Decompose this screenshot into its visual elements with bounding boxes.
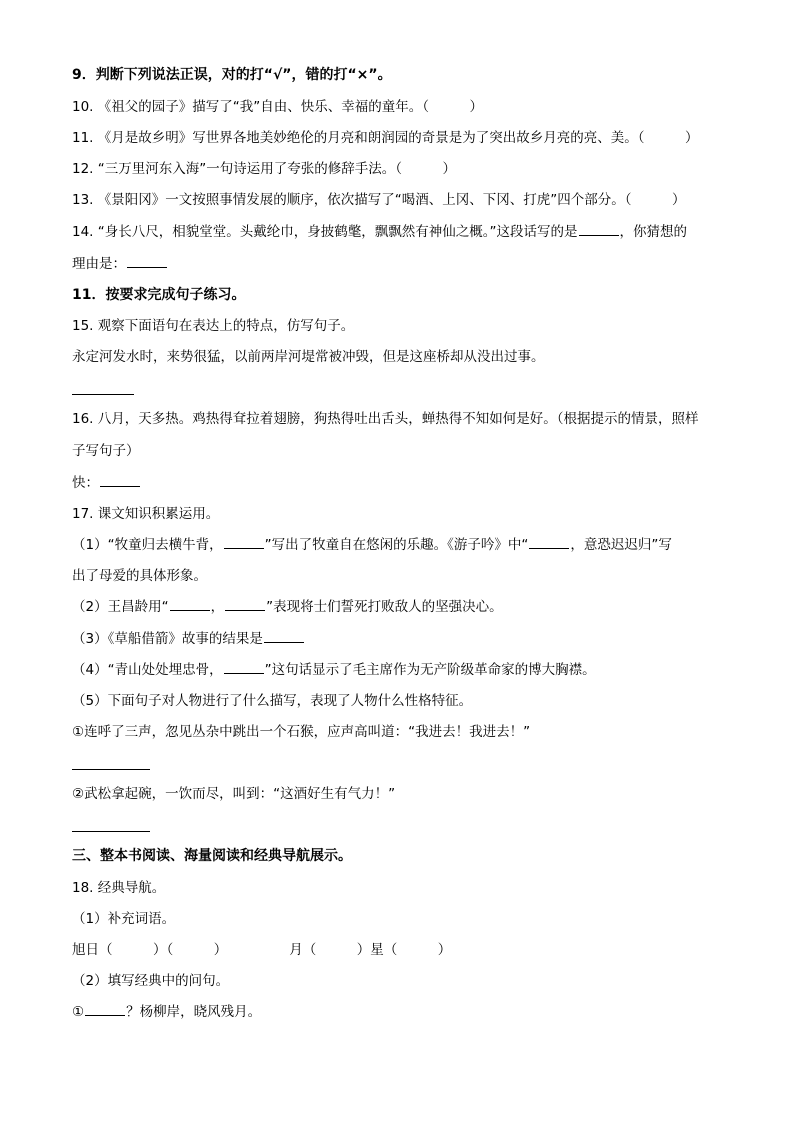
answer-blank[interactable] [127, 255, 167, 268]
question-17: 17. 课文知识积累运用。 [72, 506, 220, 522]
answer-blank[interactable] [579, 223, 619, 236]
word-yue-xing: 月（ ）星（ ） [289, 942, 452, 958]
q17-1-text-2: ”写出了牧童自在悠闲的乐趣。《游子吟》中“ [264, 537, 529, 553]
question-18-words [72, 941, 451, 959]
answer-blank[interactable] [529, 536, 569, 549]
circle-one: ① [72, 1004, 85, 1020]
q17-3-text: （3）《草船借箭》故事的结果是 [72, 631, 263, 647]
question-16-answer [72, 474, 141, 492]
q17-4-text-2: ”这句话显示了毛主席作为无产阶级革命家的博大胸襟。 [264, 662, 596, 678]
question-15-sentence: 永定河发水时，来势很猛，以前两岸河堤常被冲毁，但是这座桥却从没出过事。 [72, 349, 545, 365]
question-16: 16. 八月，天多热。鸡热得耷拉着翅膀，狗热得吐出舌头，蝉热得不知如何是好。（根据提示的情景，照样 [72, 411, 699, 427]
word-xuri: 旭日（ ）（ ） [72, 942, 228, 958]
question-17-1-cont: 出了母爱的具体形象。 [72, 568, 207, 584]
question-14-text: 14. “身长八尺，相貌堂堂。头戴纶巾，身披鹤氅，飘飘然有神仙之概。”这段话写的是 [72, 224, 578, 240]
answer-blank[interactable] [225, 598, 265, 611]
question-17-5-2: ②武松拿起碗，一饮而尽，叫到：“这酒好生有气力！” [72, 786, 396, 802]
answer-blank[interactable] [170, 598, 210, 611]
q17-2-text-2: ”表现将士们誓死打败敌人的坚强决心。 [266, 599, 503, 615]
answer-blank[interactable] [85, 1003, 125, 1016]
question-17-5-1: ①连呼了三声，忽见丛杂中跳出一个石猴，应声高叫道：“我进去！我进去！” [72, 724, 531, 740]
q18-2-1-text: ？杨柳岸，晓风残月。 [126, 1004, 262, 1020]
answer-blank[interactable] [100, 474, 140, 487]
question-16-cont: 子写句子） [72, 443, 140, 459]
answer-line[interactable] [72, 831, 150, 832]
question-9-title: 9．判断下列说法正误，对的打“√”，错的打“×”。 [72, 67, 392, 83]
answer-blank[interactable] [224, 661, 264, 674]
question-13: 13. 《景阳冈》一文按照事情发展的顺序，依次描写了“喝酒、上冈、下冈、打虎”四个部分。（ ） [72, 192, 686, 208]
answer-blank[interactable] [224, 536, 264, 549]
question-12: 12. “三万里河东入海”一句诗运用了夸张的修辞手法。（ ） [72, 161, 456, 177]
section-3-title: 三、整本书阅读、海量阅读和经典导航展示。 [72, 848, 352, 864]
answer-blank[interactable] [264, 630, 304, 643]
q17-2-text: （2）王昌龄用“ [72, 599, 169, 615]
question-15: 15. 观察下面语句在表达上的特点，仿写句子。 [72, 318, 355, 334]
question-18: 18. 经典导航。 [72, 880, 166, 896]
question-14-text-2: ，你猜想的 [619, 224, 687, 240]
question-11-title: 11．按要求完成句子练习。 [72, 287, 246, 303]
question-10: 10. 《祖父的园子》描写了“我”自由、快乐、幸福的童年。（ ） [72, 99, 483, 115]
question-17-2 [72, 598, 503, 616]
q17-2-comma: ， [210, 599, 225, 615]
question-17-1 [72, 536, 672, 554]
question-18-1: （1）补充词语。 [72, 911, 176, 927]
question-17-3 [72, 630, 305, 648]
question-14-reason [72, 255, 168, 273]
kuai-label: 快： [72, 475, 99, 491]
question-17-4 [72, 661, 596, 679]
answer-line[interactable] [72, 769, 150, 770]
question-11: 11. 《月是故乡明》写世界各地美妙绝伦的月亮和朗润园的奇景是为了突出故乡月亮的亮、美。（ ） [72, 130, 699, 146]
question-17-5: （5）下面句子对人物进行了什么描写，表现了人物什么性格特征。 [72, 693, 473, 709]
question-18-2: （2）填写经典中的问句。 [72, 973, 230, 989]
q17-4-text: （4）“青山处处埋忠骨， [72, 662, 223, 678]
q17-1-text: （1）“牧童归去横牛背， [72, 537, 223, 553]
answer-line[interactable] [72, 394, 134, 395]
q17-1-text-3: ，意恐迟迟归”写 [570, 537, 672, 553]
question-14 [72, 223, 687, 241]
reason-label: 理由是： [72, 256, 126, 272]
question-18-2-1 [72, 1003, 261, 1021]
